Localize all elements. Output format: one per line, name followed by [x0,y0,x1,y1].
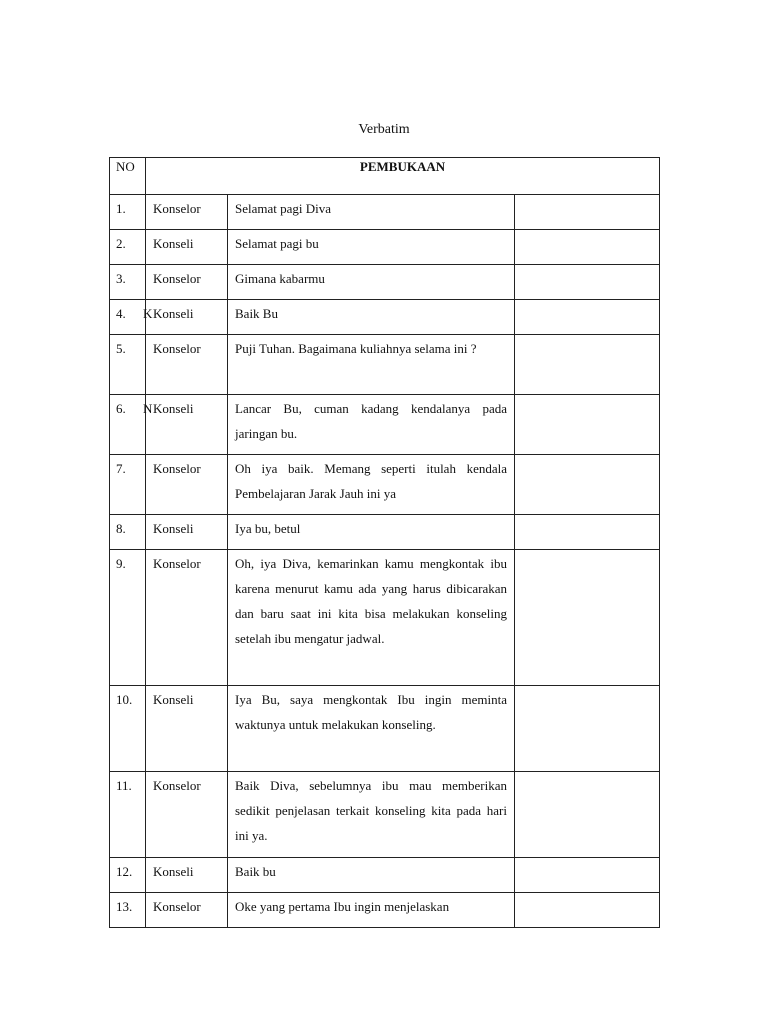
verbatim-table [109,157,660,928]
table-row [110,858,660,893]
speaker-label: Konselor [153,899,201,914]
document-title: Verbatim [358,122,410,137]
speaker-label: Konselor [153,778,201,793]
row-note-empty [515,515,660,550]
row-note-empty [515,893,660,928]
row-speaker [146,550,228,686]
table-row [110,550,660,686]
row-speaker [146,455,228,515]
row-number: 4. [110,300,146,335]
row-note-empty [515,300,660,335]
table-row [110,335,660,395]
row-note-empty [515,265,660,300]
stray-character: K [143,306,153,321]
speaker-label: Konselor [153,556,201,571]
speaker-label: Konseli [153,521,194,536]
row-note-empty [515,335,660,395]
row-utterance: Iya bu, betul [228,515,515,550]
speaker-label: Konseli [153,306,194,321]
table-row [110,395,660,455]
row-number: 6. [110,395,146,455]
row-utterance: Selamat pagi Diva [228,195,515,230]
row-speaker [143,395,228,455]
row-utterance: Oh iya baik. Memang seperti itulah kendala Pembelajaran Jarak Jauh ini ya [228,455,515,515]
stray-character: N [143,401,153,416]
row-speaker [146,772,228,858]
row-number: 12. [110,858,146,893]
row-number: 8. [110,515,146,550]
table-row [110,686,660,772]
row-utterance: Baik Diva, sebelumnya ibu mau memberikan sedikit penjelasan terkait konseling kita pada hari ini ya. [228,772,515,858]
row-utterance: Selamat pagi bu [228,230,515,265]
speaker-label: Konselor [153,201,201,216]
table-row [110,230,660,265]
table-header-row [110,158,660,195]
row-note-empty [515,858,660,893]
row-speaker [146,686,228,772]
row-number: 2. [110,230,146,265]
row-speaker [146,858,228,893]
row-number: 7. [110,455,146,515]
row-note-empty [515,455,660,515]
speaker-label: Konselor [153,271,201,286]
table-row [110,265,660,300]
row-note-empty [515,230,660,265]
row-utterance: Baik Bu [228,300,515,335]
row-speaker [146,195,228,230]
header-section: PEMBUKAAN [146,158,660,195]
table-row [110,455,660,515]
row-utterance: Lancar Bu, cuman kadang kendalanya pada jaringan bu. [228,395,515,455]
table-row [110,772,660,858]
speaker-label: Konseli [153,692,194,707]
row-utterance: Oh, iya Diva, kemarinkan kamu mengkontak ibu karena menurut kamu ada yang harus dibicarakan dan baru saat ini kita bisa melakukan konseling setelah ibu mengatur jadwal. [228,550,515,686]
row-number: 13. [110,893,146,928]
row-note-empty [515,686,660,772]
table-row [110,893,660,928]
row-note-empty [515,195,660,230]
row-speaker [146,230,228,265]
row-speaker [146,335,228,395]
row-note-empty [515,395,660,455]
table-row [110,300,660,335]
header-no: NO [110,158,146,195]
row-utterance: Baik bu [228,858,515,893]
row-utterance: Gimana kabarmu [228,265,515,300]
speaker-label: Konseli [153,236,194,251]
row-number: 5. [110,335,146,395]
row-note-empty [515,772,660,858]
row-utterance: Puji Tuhan. Bagaimana kuliahnya selama ini ? [228,335,515,395]
row-number: 9. [110,550,146,686]
row-number: 11. [110,772,146,858]
table-row [110,515,660,550]
row-speaker [146,893,228,928]
row-number: 10. [110,686,146,772]
speaker-label: Konseli [153,401,194,416]
speaker-label: Konselor [153,341,201,356]
row-number: 1. [110,195,146,230]
row-note-empty [515,550,660,686]
row-speaker [143,300,228,335]
table-body [110,195,660,928]
table-row [110,195,660,230]
row-utterance: Oke yang pertama Ibu ingin menjelaskan [228,893,515,928]
row-speaker [146,515,228,550]
row-speaker [146,265,228,300]
speaker-label: Konseli [153,864,194,879]
row-number: 3. [110,265,146,300]
row-utterance: Iya Bu, saya mengkontak Ibu ingin meminta waktunya untuk melakukan konseling. [228,686,515,772]
speaker-label: Konselor [153,461,201,476]
